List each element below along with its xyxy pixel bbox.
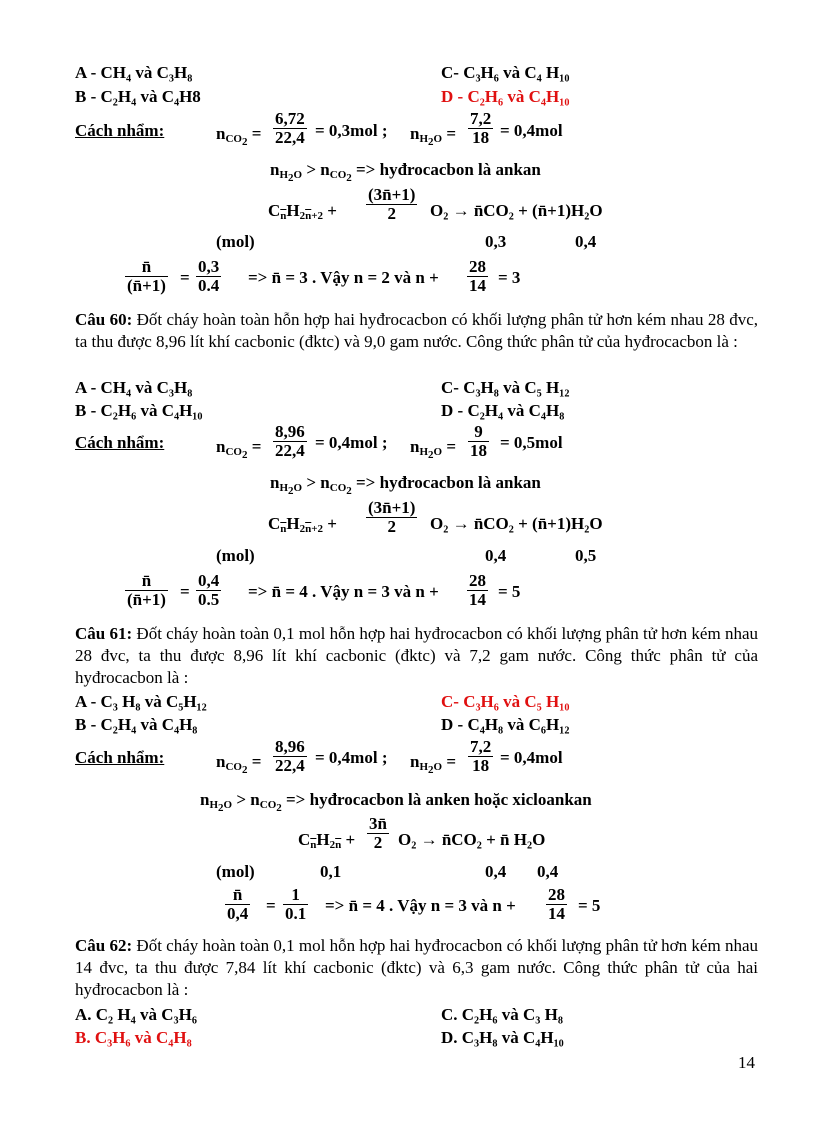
q60-nco2-result: = 0,4mol ; (315, 433, 388, 452)
q59-comparison: $n_{H_2O} > n_{CO_2}$ => hyđrocacbon là ankan (270, 160, 541, 184)
q61-nco2-symbol: $n_{CO_2}$ = (216, 752, 262, 776)
q62-option-d: D. C₃H₈ và C₄H₁₀ (441, 1028, 564, 1047)
q61-nh2o-result: = 0,4mol (500, 748, 563, 767)
q62-option-b-answer: B. C₃H₆ và C₄H₈ (75, 1028, 192, 1047)
q61-ratio-left: $\frac{n̄}{0,4}$ (227, 885, 249, 923)
q59-mol-label: (mol) (216, 232, 255, 251)
q60-ratio-equals: = (180, 582, 190, 601)
q59-result-end: = 3 (498, 268, 521, 287)
q61-ratio-equals: = (266, 896, 276, 915)
q60-result-fraction: $\frac{28}{14}$ (469, 571, 486, 609)
q61-reaction-products: O₂ → n̄CO₂ + n̄ H₂O (398, 830, 546, 849)
q61-nh2o-symbol: $n_{H_2O}$ = (410, 752, 457, 776)
q59-ratio-left: $\frac{n̄}{(n̄+1)}$ (127, 257, 166, 295)
q60-ratio-right: $\frac{0,4}{0.5}$ (198, 571, 220, 609)
q59-option-a: A - CH₄ và C₃H₈ (75, 63, 193, 82)
q60-reaction-products: O₂ → n̄CO₂ + (n̄+1)H₂O (430, 514, 603, 533)
q61-statement: Câu 61: Đốt cháy hoàn toàn 0,1 mol hỗn hợp hai hyđrocacbon có khối lượng phân tử hơn kém nhau 28 đvc, ta thu được 8,96 lít khí cacbonic (đktc) và 7,2 gam nước. Công thức phân tử của hyđrocacbon là : (75, 624, 758, 687)
q61-reactant: $C_{\overline{n}}H_{2\overline{n}}$ + (298, 830, 356, 851)
q60-mol-label: (mol) (216, 546, 255, 565)
q60-option-a: A - CH₄ và C₃H₈ (75, 378, 193, 397)
q61-nh2o-fraction: $\frac{7,2}{18}$ (470, 737, 492, 775)
q60-nco2-symbol: $n_{CO_2}$ = (216, 437, 262, 461)
q60-comparison: $n_{H_2O} > n_{CO_2}$ => hyđrocacbon là ankan (270, 473, 541, 497)
q61-option-c-answer: C- C₃H₆ và C₅ H₁₀ (441, 692, 570, 711)
q61-nco2-result: = 0,4mol ; (315, 748, 388, 767)
q61-mol-reactant: 0,1 (320, 862, 342, 881)
q61-mol-label: (mol) (216, 862, 255, 881)
q60-mol-h2o: 0,5 (575, 546, 597, 565)
q59-reaction-products: O₂ → n̄CO₂ + (n̄+1)H₂O (430, 201, 603, 220)
q61-result: => n̄ = 4 . Vậy n = 3 và n + (325, 896, 516, 915)
q60-mol-co2: 0,4 (485, 546, 507, 565)
q59-nh2o-result: = 0,4mol (500, 121, 563, 140)
q61-result-fraction: $\frac{28}{14}$ (548, 885, 565, 923)
q61-option-b: B - C₂H₄ và C₄H₈ (75, 715, 198, 734)
q59-option-b: B - C₂H₄ và C₄H8 (75, 87, 201, 106)
q59-result: => n̄ = 3 . Vậy n = 2 và n + (248, 268, 439, 287)
q62-statement: Câu 62: Đốt cháy hoàn toàn 0,1 mol hỗn hợp hai hyđrocacbon có khối lượng phân tử hơn kém nhau 14 đvc, ta thu được 7,84 lít khí cacbonic (đktc) và 6,3 gam nước. Công thức phân tử của hai hyđrocacbon là : (75, 936, 758, 999)
q59-ratio-right: $\frac{0,3}{0.4}$ (198, 257, 220, 295)
q61-comparison: $n_{H_2O} > n_{CO_2}$ => hyđrocacbon là anken hoặc xicloankan (200, 790, 592, 814)
q61-nco2-fraction: $\frac{8,96}{22,4}$ (275, 737, 305, 775)
q59-option-c: C- C₃H₆ và C₄ H₁₀ (441, 63, 570, 82)
q60-nh2o-symbol: $n_{H_2O}$ = (410, 437, 457, 461)
q61-mol-co2: 0,4 (485, 862, 507, 881)
q62-option-a: A. C₂ H₄ và C₃H₆ (75, 1005, 197, 1024)
q61-o2-coefficient: $\frac{3n̄}{2}$ (369, 814, 387, 852)
q61-ratio-right: $\frac{1}{0.1}$ (285, 885, 307, 923)
q61-mol-h2o: 0,4 (537, 862, 559, 881)
q59-nco2-result: = 0,3mol ; (315, 121, 388, 140)
q59-nco2-fraction: $\frac{6,72}{22,4}$ (275, 109, 305, 147)
q59-reactant: $C_{\overline{n}}H_{2\overline{n}+2}$ + (268, 201, 337, 222)
q60-option-d: D - C₂H₄ và C₄H₈ (441, 401, 565, 420)
q59-option-d-answer: D - C₂H₆ và C₄H₁₀ (441, 87, 570, 106)
q60-nco2-fraction: $\frac{8,96}{22,4}$ (275, 422, 305, 460)
q61-option-a: A - C₃ H₈ và C₅H₁₂ (75, 692, 207, 711)
q59-method-label: Cách nhẩm: (75, 121, 165, 140)
q59-mol-co2: 0,3 (485, 232, 507, 251)
q60-nh2o-result: = 0,5mol (500, 433, 563, 452)
q59-o2-coefficient: $\frac{(3n̄+1)}{2}$ (368, 185, 416, 223)
q60-ratio-left: $\frac{n̄}{(n̄+1)}$ (127, 571, 166, 609)
q59-nh2o-symbol: $n_{H_2O}$ = (410, 124, 457, 148)
q62-option-c: C. C₂H₆ và C₃ H₈ (441, 1005, 563, 1024)
q60-option-c: C- C₃H₈ và C₅ H₁₂ (441, 378, 570, 397)
q61-result-end: = 5 (578, 896, 601, 915)
q60-method-label: Cách nhẩm: (75, 433, 165, 452)
q61-method-label: Cách nhẩm: (75, 748, 165, 767)
q59-ratio-equals: = (180, 268, 190, 287)
q59-nco2-symbol: $n_{CO_2}$ = (216, 124, 262, 148)
q59-result-fraction: $\frac{28}{14}$ (469, 257, 486, 295)
q60-option-b: B - C₂H₆ và C₄H₁₀ (75, 401, 203, 420)
q61-option-d: D - C₄H₈ và C₆H₁₂ (441, 715, 570, 734)
q60-result: => n̄ = 4 . Vậy n = 3 và n + (248, 582, 439, 601)
q60-nh2o-fraction: $\frac{9}{18}$ (470, 422, 487, 460)
page-number: 14 (738, 1053, 755, 1072)
q59-nh2o-fraction: $\frac{7,2}{18}$ (470, 109, 492, 147)
q59-mol-h2o: 0,4 (575, 232, 597, 251)
q60-reactant: $C_{\overline{n}}H_{2\overline{n}+2}$ + (268, 514, 337, 535)
q60-statement: Câu 60: Đốt cháy hoàn toàn hỗn hợp hai hyđrocacbon có khối lượng phân tử hơn kém nhau 28 đvc, ta thu được 8,96 lít khí cacbonic (đktc) và 9,0 gam nước. Công thức phân tử của hyđrocacbon là : (75, 310, 759, 351)
q60-o2-coefficient: $\frac{(3n̄+1)}{2}$ (368, 498, 416, 536)
q60-result-end: = 5 (498, 582, 521, 601)
